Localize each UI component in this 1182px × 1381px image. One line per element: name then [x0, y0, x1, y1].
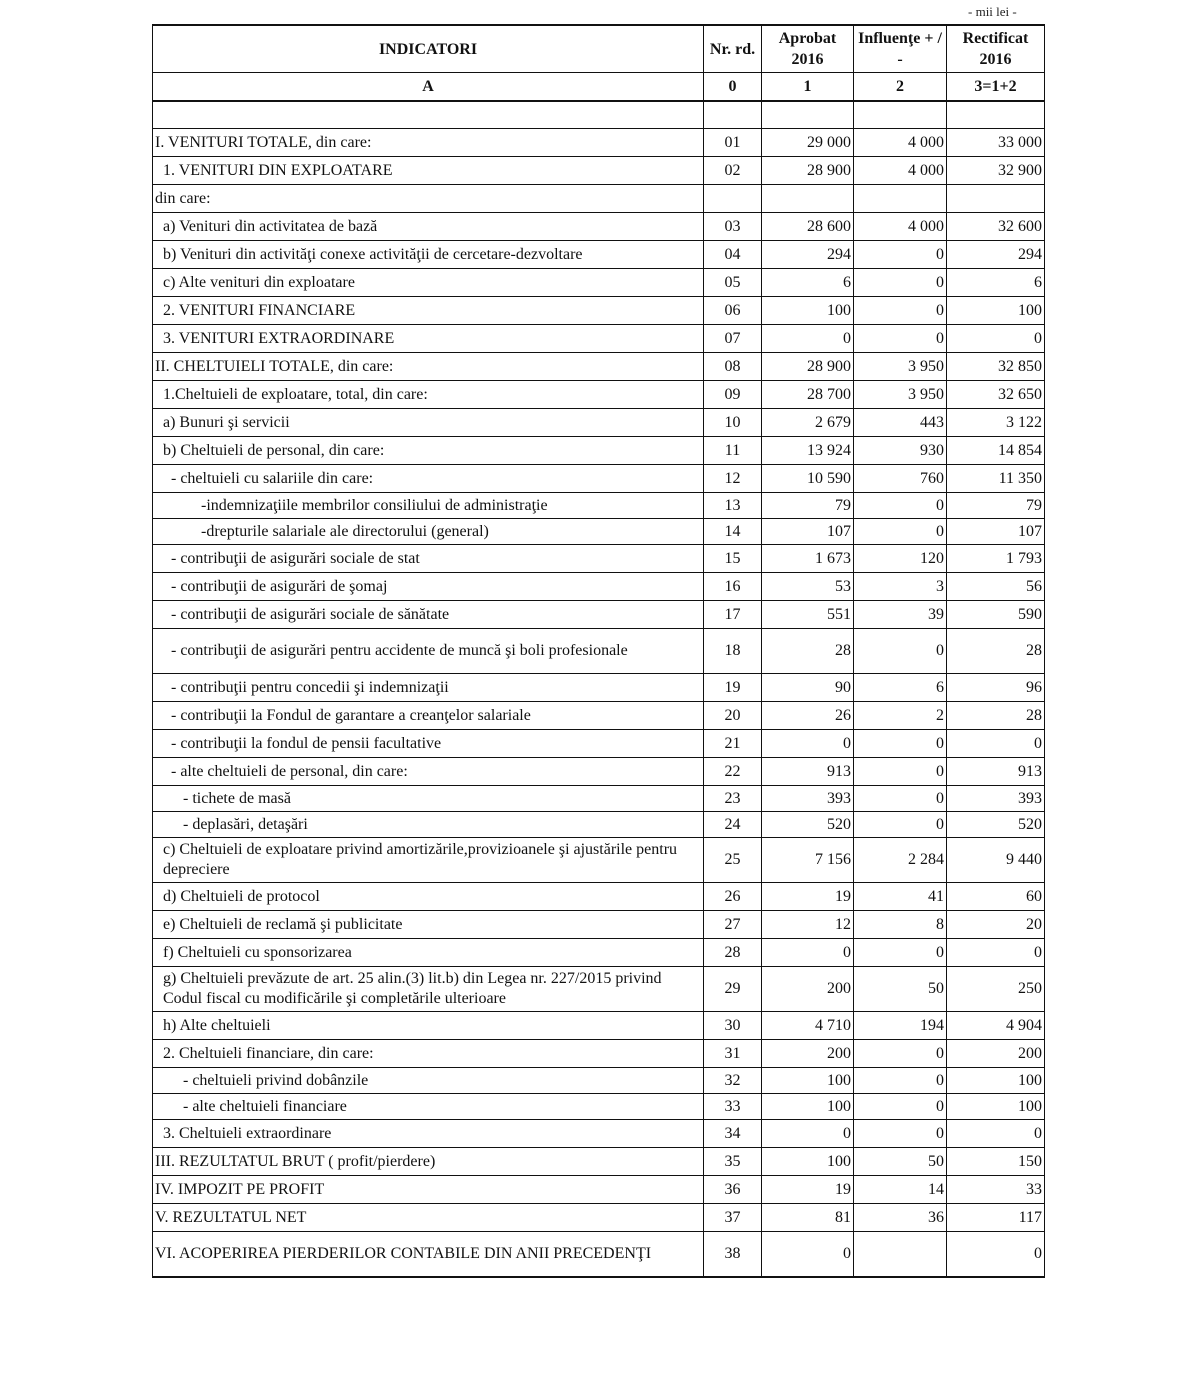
indicator-label: c) Alte venituri din exploatare — [153, 269, 704, 297]
table-row — [153, 1148, 1045, 1176]
influente-value: 39 — [854, 601, 947, 629]
aprobat-value: 200 — [762, 967, 854, 1012]
row-number: 02 — [704, 157, 762, 185]
table-row — [153, 213, 1045, 241]
table-row — [153, 1040, 1045, 1068]
table-row — [153, 353, 1045, 381]
table-row — [153, 573, 1045, 601]
rectificat-value: 393 — [947, 786, 1045, 812]
row-number: 07 — [704, 325, 762, 353]
rectificat-value — [947, 185, 1045, 213]
indicator-label: 1.Cheltuieli de exploatare, total, din care: — [153, 381, 704, 409]
indicator-label: -indemnizaţiile membrilor consiliului de administraţie — [153, 493, 704, 519]
aprobat-value: 10 590 — [762, 465, 854, 493]
table-row — [153, 883, 1045, 911]
rectificat-value: 0 — [947, 730, 1045, 758]
table-row — [153, 437, 1045, 465]
indicator-label: f) Cheltuieli cu sponsorizarea — [153, 939, 704, 967]
aprobat-value: 0 — [762, 1232, 854, 1278]
rectificat-value: 250 — [947, 967, 1045, 1012]
aprobat-value: 0 — [762, 1120, 854, 1148]
rectificat-value: 33 — [947, 1176, 1045, 1204]
aprobat-value: 13 924 — [762, 437, 854, 465]
unit-note: - mii lei - — [968, 4, 1017, 19]
row-number: 35 — [704, 1148, 762, 1176]
aprobat-value: 913 — [762, 758, 854, 786]
table-row — [153, 601, 1045, 629]
row-number: 05 — [704, 269, 762, 297]
aprobat-value: 19 — [762, 1176, 854, 1204]
rectificat-value: 294 — [947, 241, 1045, 269]
influente-value: 0 — [854, 297, 947, 325]
aprobat-value: 200 — [762, 1040, 854, 1068]
rectificat-value: 200 — [947, 1040, 1045, 1068]
table-row — [153, 493, 1045, 519]
influente-value: 50 — [854, 967, 947, 1012]
aprobat-value: 100 — [762, 1068, 854, 1094]
influente-value: 8 — [854, 911, 947, 939]
table-row — [153, 325, 1045, 353]
rectificat-value: 100 — [947, 297, 1045, 325]
row-number: 13 — [704, 493, 762, 519]
aprobat-value: 28 900 — [762, 353, 854, 381]
influente-value: 0 — [854, 493, 947, 519]
header-nr-rd: Nr. rd. — [704, 25, 762, 73]
table-row — [153, 465, 1045, 493]
aprobat-value: 28 — [762, 629, 854, 674]
row-number: 37 — [704, 1204, 762, 1232]
influente-value: 0 — [854, 1120, 947, 1148]
influente-value — [854, 1232, 947, 1278]
aprobat-value: 53 — [762, 573, 854, 601]
rectificat-value: 520 — [947, 812, 1045, 838]
indicator-label: - cheltuieli privind dobânzile — [153, 1068, 704, 1094]
aprobat-value: 4 710 — [762, 1012, 854, 1040]
influente-value: 0 — [854, 1094, 947, 1120]
header-indicatori: INDICATORI — [153, 25, 704, 73]
indicator-label: g) Cheltuieli prevăzute de art. 25 alin.(3) lit.b) din Legea nr. 227/2015 privind Codul fiscal cu modificările şi completările ulterioare — [153, 967, 704, 1012]
column-index: 3=1+2 — [947, 73, 1045, 102]
aprobat-value: 294 — [762, 241, 854, 269]
indicator-label: b) Cheltuieli de personal, din care: — [153, 437, 704, 465]
row-number: 10 — [704, 409, 762, 437]
aprobat-value: 520 — [762, 812, 854, 838]
indicator-label: IV. IMPOZIT PE PROFIT — [153, 1176, 704, 1204]
rectificat-value: 96 — [947, 674, 1045, 702]
rectificat-value: 6 — [947, 269, 1045, 297]
aprobat-value: 28 900 — [762, 157, 854, 185]
row-number — [704, 101, 762, 129]
table-row — [153, 409, 1045, 437]
influente-value: 2 284 — [854, 838, 947, 883]
row-number: 01 — [704, 129, 762, 157]
aprobat-value: 100 — [762, 1148, 854, 1176]
aprobat-value — [762, 185, 854, 213]
indicator-label: - contribuţii de asigurări sociale de sănătate — [153, 601, 704, 629]
rectificat-value: 32 900 — [947, 157, 1045, 185]
influente-value: 6 — [854, 674, 947, 702]
row-number: 06 — [704, 297, 762, 325]
aprobat-value: 107 — [762, 519, 854, 545]
row-number: 32 — [704, 1068, 762, 1094]
rectificat-value: 150 — [947, 1148, 1045, 1176]
indicator-label: -drepturile salariale ale directorului (general) — [153, 519, 704, 545]
row-number: 24 — [704, 812, 762, 838]
aprobat-value: 7 156 — [762, 838, 854, 883]
table-row — [153, 269, 1045, 297]
influente-value: 0 — [854, 269, 947, 297]
row-number: 11 — [704, 437, 762, 465]
aprobat-value: 2 679 — [762, 409, 854, 437]
aprobat-value: 393 — [762, 786, 854, 812]
column-index: A — [153, 73, 704, 102]
table-row — [153, 1232, 1045, 1278]
rectificat-value: 1 793 — [947, 545, 1045, 573]
indicator-label: din care: — [153, 185, 704, 213]
row-number: 29 — [704, 967, 762, 1012]
indicator-label: b) Venituri din activităţi conexe activităţii de cercetare-dezvoltare — [153, 241, 704, 269]
aprobat-value: 28 600 — [762, 213, 854, 241]
budget-table — [152, 24, 1045, 1278]
table-row — [153, 1176, 1045, 1204]
column-index: 2 — [854, 73, 947, 102]
influente-value: 36 — [854, 1204, 947, 1232]
rectificat-value: 20 — [947, 911, 1045, 939]
indicator-label: c) Cheltuieli de exploatare privind amortizările,provizioanele şi ajustările pentru depreciere — [153, 838, 704, 883]
table-row — [153, 381, 1045, 409]
indicator-label: - contribuţii de asigurări de şomaj — [153, 573, 704, 601]
aprobat-value — [762, 101, 854, 129]
influente-value — [854, 101, 947, 129]
influente-value: 443 — [854, 409, 947, 437]
rectificat-value: 11 350 — [947, 465, 1045, 493]
indicator-label: - deplasări, detaşări — [153, 812, 704, 838]
table-row — [153, 939, 1045, 967]
indicator-label: - cheltuieli cu salariile din care: — [153, 465, 704, 493]
influente-value: 0 — [854, 519, 947, 545]
rectificat-value: 0 — [947, 325, 1045, 353]
indicator-label — [153, 101, 704, 129]
indicator-label: III. REZULTATUL BRUT ( profit/pierdere) — [153, 1148, 704, 1176]
aprobat-value: 551 — [762, 601, 854, 629]
rectificat-value: 913 — [947, 758, 1045, 786]
influente-value: 4 000 — [854, 213, 947, 241]
table-row — [153, 241, 1045, 269]
indicator-label: - contribuţii de asigurări pentru accidente de muncă şi boli profesionale — [153, 629, 704, 674]
rectificat-value: 590 — [947, 601, 1045, 629]
influente-value: 760 — [854, 465, 947, 493]
table-row — [153, 786, 1045, 812]
table-row — [153, 185, 1045, 213]
row-number: 36 — [704, 1176, 762, 1204]
aprobat-value: 12 — [762, 911, 854, 939]
indicator-label: d) Cheltuieli de protocol — [153, 883, 704, 911]
row-number: 27 — [704, 911, 762, 939]
rectificat-value: 0 — [947, 1232, 1045, 1278]
rectificat-value: 79 — [947, 493, 1045, 519]
indicator-label: - tichete de masă — [153, 786, 704, 812]
aprobat-value: 81 — [762, 1204, 854, 1232]
aprobat-value: 79 — [762, 493, 854, 519]
rectificat-value: 33 000 — [947, 129, 1045, 157]
rectificat-value: 4 904 — [947, 1012, 1045, 1040]
indicator-label: - alte cheltuieli de personal, din care: — [153, 758, 704, 786]
row-number — [704, 185, 762, 213]
row-number: 25 — [704, 838, 762, 883]
row-number: 21 — [704, 730, 762, 758]
rectificat-value: 56 — [947, 573, 1045, 601]
indicator-label: II. CHELTUIELI TOTALE, din care: — [153, 353, 704, 381]
influente-value: 41 — [854, 883, 947, 911]
rectificat-value: 32 600 — [947, 213, 1045, 241]
indicator-label: VI. ACOPERIREA PIERDERILOR CONTABILE DIN ANII PRECEDENŢI — [153, 1232, 704, 1278]
table-row — [153, 674, 1045, 702]
aprobat-value: 28 700 — [762, 381, 854, 409]
indicator-label: V. REZULTATUL NET — [153, 1204, 704, 1232]
table-row — [153, 838, 1045, 883]
row-number: 20 — [704, 702, 762, 730]
table-row — [153, 967, 1045, 1012]
aprobat-value: 90 — [762, 674, 854, 702]
table-row — [153, 911, 1045, 939]
indicator-label: - contribuţii pentru concedii şi indemnizaţii — [153, 674, 704, 702]
aprobat-value: 0 — [762, 939, 854, 967]
indicator-label: 2. Cheltuieli financiare, din care: — [153, 1040, 704, 1068]
indicator-label: - alte cheltuieli financiare — [153, 1094, 704, 1120]
aprobat-value: 1 673 — [762, 545, 854, 573]
rectificat-value: 60 — [947, 883, 1045, 911]
aprobat-value: 0 — [762, 325, 854, 353]
influente-value: 0 — [854, 1040, 947, 1068]
row-number: 38 — [704, 1232, 762, 1278]
table-body — [153, 101, 1045, 1277]
influente-value: 0 — [854, 758, 947, 786]
row-number: 19 — [704, 674, 762, 702]
table-row — [153, 519, 1045, 545]
table-row — [153, 730, 1045, 758]
indicator-label: a) Venituri din activitatea de bază — [153, 213, 704, 241]
influente-value: 4 000 — [854, 157, 947, 185]
indicator-label: 2. VENITURI FINANCIARE — [153, 297, 704, 325]
influente-value: 14 — [854, 1176, 947, 1204]
table-row — [153, 1012, 1045, 1040]
indicator-label: 3. Cheltuieli extraordinare — [153, 1120, 704, 1148]
row-number: 31 — [704, 1040, 762, 1068]
indicator-label: h) Alte cheltuieli — [153, 1012, 704, 1040]
rectificat-value: 107 — [947, 519, 1045, 545]
row-number: 08 — [704, 353, 762, 381]
influente-value: 120 — [854, 545, 947, 573]
table-row — [153, 629, 1045, 674]
influente-value: 3 — [854, 573, 947, 601]
row-number: 28 — [704, 939, 762, 967]
column-index: 0 — [704, 73, 762, 102]
table-row — [153, 101, 1045, 129]
table-row — [153, 1120, 1045, 1148]
row-number: 15 — [704, 545, 762, 573]
aprobat-value: 100 — [762, 1094, 854, 1120]
indicator-label: 3. VENITURI EXTRAORDINARE — [153, 325, 704, 353]
influente-value: 4 000 — [854, 129, 947, 157]
row-number: 34 — [704, 1120, 762, 1148]
indicator-label: a) Bunuri şi servicii — [153, 409, 704, 437]
header-rectificat: Rectificat 2016 — [947, 25, 1045, 73]
table-row — [153, 157, 1045, 185]
table-row — [153, 1204, 1045, 1232]
rectificat-value: 32 850 — [947, 353, 1045, 381]
row-number: 09 — [704, 381, 762, 409]
aprobat-value: 100 — [762, 297, 854, 325]
influente-value: 0 — [854, 939, 947, 967]
table-row — [153, 129, 1045, 157]
indicator-label: - contribuţii de asigurări sociale de stat — [153, 545, 704, 573]
influente-value: 0 — [854, 786, 947, 812]
influente-value: 0 — [854, 730, 947, 758]
row-number: 22 — [704, 758, 762, 786]
table-row — [153, 758, 1045, 786]
table-row — [153, 545, 1045, 573]
rectificat-value: 0 — [947, 1120, 1045, 1148]
rectificat-value: 0 — [947, 939, 1045, 967]
table-row — [153, 702, 1045, 730]
rectificat-value: 32 650 — [947, 381, 1045, 409]
rectificat-value: 100 — [947, 1094, 1045, 1120]
influente-value: 3 950 — [854, 381, 947, 409]
row-number: 30 — [704, 1012, 762, 1040]
row-number: 12 — [704, 465, 762, 493]
influente-value — [854, 185, 947, 213]
influente-value: 3 950 — [854, 353, 947, 381]
influente-value: 194 — [854, 1012, 947, 1040]
row-number: 03 — [704, 213, 762, 241]
column-index-row — [153, 73, 1045, 102]
indicator-label: I. VENITURI TOTALE, din care: — [153, 129, 704, 157]
rectificat-value: 9 440 — [947, 838, 1045, 883]
row-number: 33 — [704, 1094, 762, 1120]
table-row — [153, 1094, 1045, 1120]
rectificat-value: 28 — [947, 629, 1045, 674]
rectificat-value: 3 122 — [947, 409, 1045, 437]
influente-value: 0 — [854, 241, 947, 269]
row-number: 04 — [704, 241, 762, 269]
rectificat-value — [947, 101, 1045, 129]
table-row — [153, 1068, 1045, 1094]
aprobat-value: 19 — [762, 883, 854, 911]
influente-value: 50 — [854, 1148, 947, 1176]
indicator-label: - contribuţii la Fondul de garantare a creanţelor salariale — [153, 702, 704, 730]
header-aprobat: Aprobat 2016 — [762, 25, 854, 73]
table-row — [153, 812, 1045, 838]
aprobat-value: 29 000 — [762, 129, 854, 157]
column-index: 1 — [762, 73, 854, 102]
rectificat-value: 14 854 — [947, 437, 1045, 465]
aprobat-value: 0 — [762, 730, 854, 758]
header-influente: Influenţe + / - — [854, 25, 947, 73]
influente-value: 0 — [854, 812, 947, 838]
indicator-label: - contribuţii la fondul de pensii facultative — [153, 730, 704, 758]
influente-value: 2 — [854, 702, 947, 730]
influente-value: 0 — [854, 1068, 947, 1094]
aprobat-value: 6 — [762, 269, 854, 297]
indicator-label: e) Cheltuieli de reclamă şi publicitate — [153, 911, 704, 939]
influente-value: 930 — [854, 437, 947, 465]
row-number: 17 — [704, 601, 762, 629]
row-number: 14 — [704, 519, 762, 545]
row-number: 26 — [704, 883, 762, 911]
rectificat-value: 28 — [947, 702, 1045, 730]
indicator-label: 1. VENITURI DIN EXPLOATARE — [153, 157, 704, 185]
header-row — [153, 25, 1045, 73]
row-number: 18 — [704, 629, 762, 674]
rectificat-value: 100 — [947, 1068, 1045, 1094]
influente-value: 0 — [854, 629, 947, 674]
row-number: 23 — [704, 786, 762, 812]
influente-value: 0 — [854, 325, 947, 353]
aprobat-value: 26 — [762, 702, 854, 730]
table-row — [153, 297, 1045, 325]
rectificat-value: 117 — [947, 1204, 1045, 1232]
row-number: 16 — [704, 573, 762, 601]
